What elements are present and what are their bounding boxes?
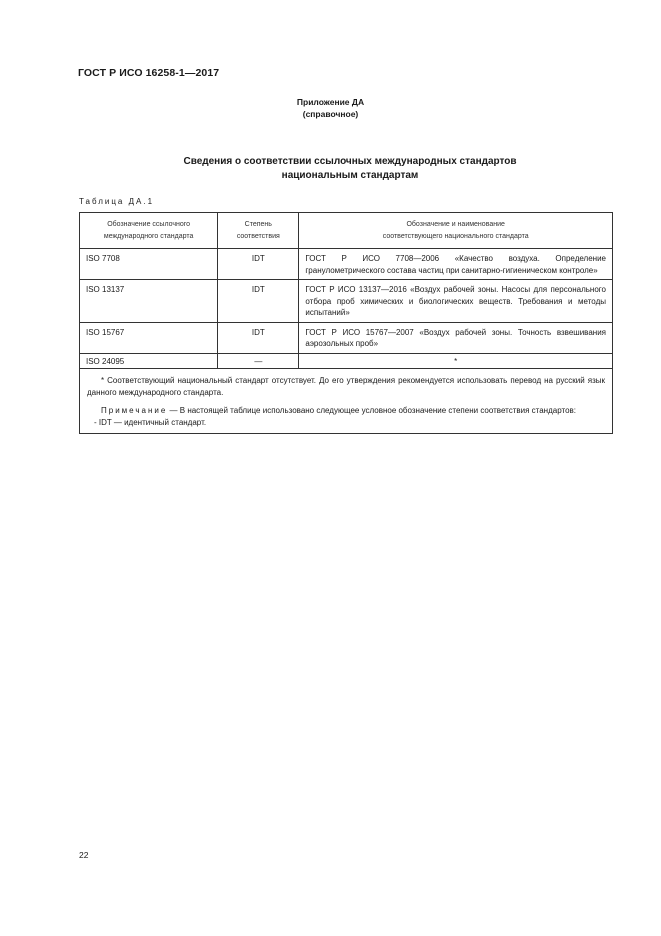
table-row [80, 280, 613, 323]
header-col3-line2: соответствующего национального стандарта [382, 232, 529, 240]
document-id-header: ГОСТ Р ИСО 16258-1—2017 [78, 67, 220, 79]
cell-degree: IDT [218, 322, 299, 353]
cell-description: ГОСТ Р ИСО 13137—2016 «Воздух рабочей зоны. Насосы для персонального отбора проб химических и биологических веществ. Требования и методы испытаний» [299, 280, 613, 323]
cell-code: ISO 13137 [80, 280, 218, 323]
cell-degree: IDT [218, 249, 299, 280]
header-col2-line1: Степень [244, 220, 272, 228]
table-row [80, 353, 613, 369]
table-row [80, 322, 613, 353]
note-label: Примечание [101, 406, 168, 415]
correspondence-table-container [79, 212, 614, 434]
note-item: - IDT — идентичный стандарт. [94, 417, 207, 427]
note-text: — В настоящей таблице использовано следующее условное обозначение степени соответствия стандартов: [167, 406, 576, 415]
section-title-line2: национальным стандартам [281, 170, 419, 181]
header-col1-line2: международного стандарта [103, 232, 194, 240]
cell-code: ISO 7708 [80, 249, 218, 280]
header-col3-line1: Обозначение и наименование [406, 220, 505, 228]
cell-description: * [299, 353, 613, 369]
appendix-title: Приложение ДА [296, 97, 365, 107]
header-national-standard [299, 213, 613, 249]
page-number: 22 [79, 850, 89, 860]
section-title [0, 155, 661, 183]
cell-code: ISO 15767 [80, 322, 218, 353]
appendix-heading [0, 96, 661, 120]
cell-description: ГОСТ Р ИСО 7708—2006 «Качество воздуха. Определение гранулометрического состава частиц при санитарно-гигиеническом контроле» [299, 249, 613, 280]
cell-code: ISO 24095 [80, 353, 218, 369]
header-col2-line2: соответствия [236, 232, 280, 240]
header-degree [218, 213, 299, 249]
header-reference-standard [80, 213, 218, 249]
cell-degree: IDT [218, 280, 299, 323]
header-col1-line1: Обозначение ссылочного [107, 220, 191, 228]
table-caption: Таблица ДА.1 [79, 197, 155, 206]
cell-description: ГОСТ Р ИСО 15767—2007 «Воздух рабочей зоны. Точность взвешивания аэрозольных проб» [299, 322, 613, 353]
footnote-text: * Соответствующий национальный стандарт отсутствует. До его утверждения рекомендуется использовать перевод на русский язык данного международного стандарта. [87, 376, 605, 397]
section-title-line1: Сведения о соответствии ссылочных международных стандартов [183, 156, 517, 167]
table-header-row [80, 213, 613, 249]
note-paragraph [87, 405, 605, 417]
appendix-subtitle: (справочное) [302, 109, 359, 119]
correspondence-table [79, 212, 613, 434]
cell-degree: — [218, 353, 299, 369]
table-footnote-cell [80, 369, 613, 434]
table-row [80, 249, 613, 280]
table-footnote-row [80, 369, 613, 434]
